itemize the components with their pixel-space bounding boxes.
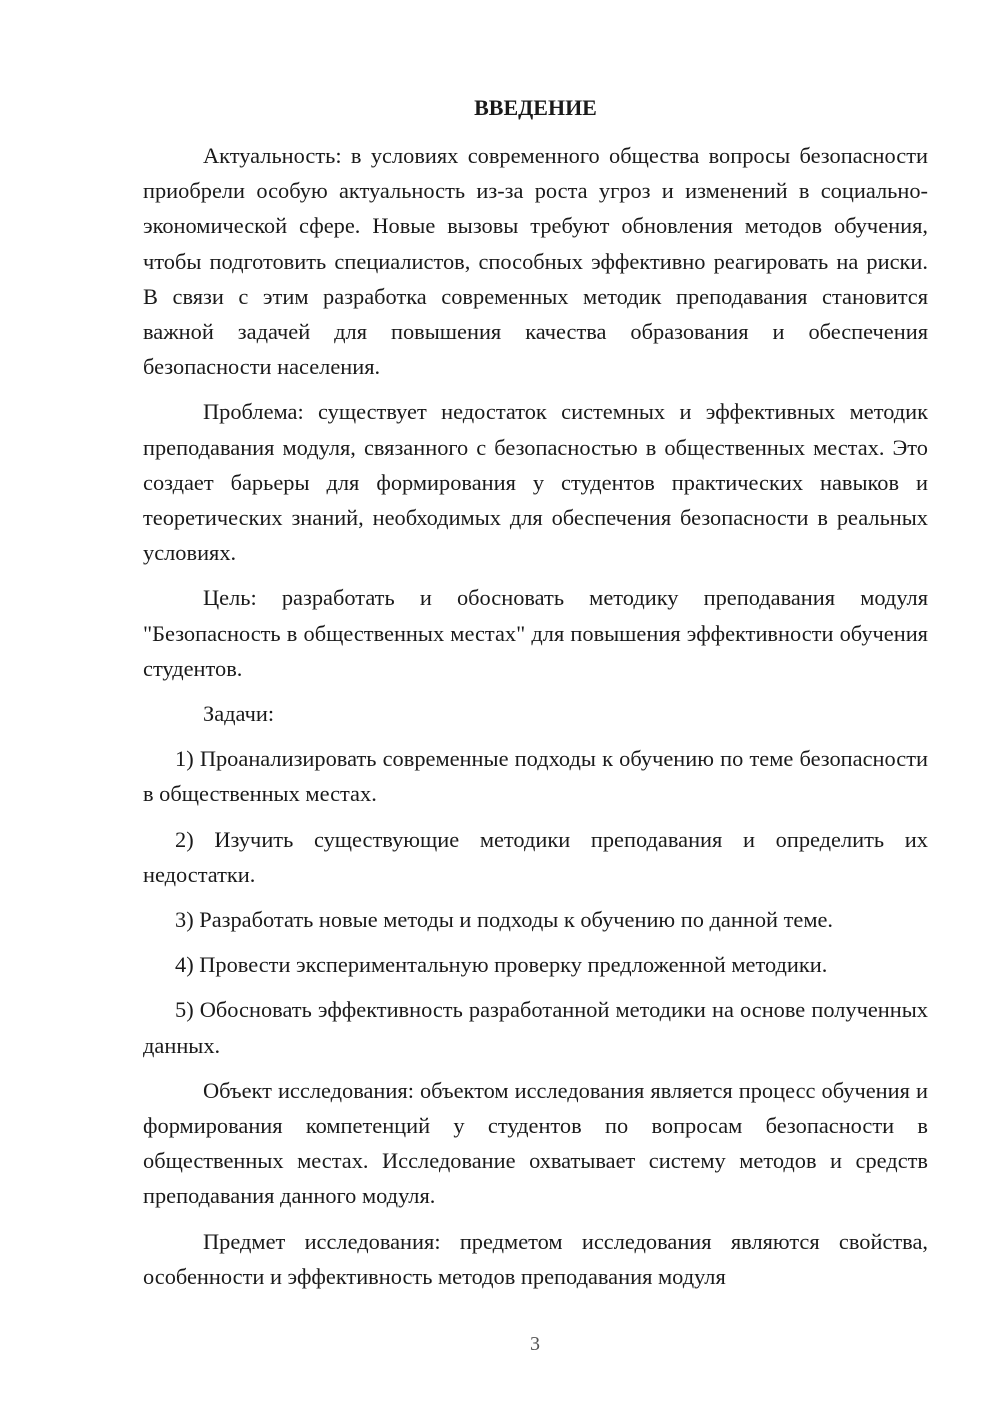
section-heading: ВВЕДЕНИЕ — [474, 95, 597, 120]
task-item-4: 4) Провести экспериментальную проверку предложенной методики. — [175, 952, 828, 978]
paragraph-relevance: Актуальность: в условиях современного общества вопросы безопасности приобрели особую актуальность из-за роста угроз и изменений в социально-экономической сфере. Новые вызовы требуют обновления методов обучения, чтобы подготовить специалистов, способных эффективно реагировать на риски. В связи с этим разработка современных методик преподавания становится важной задачей для повышения качества образования и обеспечения безопасности населения. — [143, 143, 928, 380]
task-item-3: 3) Разработать новые методы и подходы к обучению по данной теме. — [175, 907, 834, 933]
task-item-2: 2) Изучить существующие методики преподавания и определить их недостатки. — [143, 826, 928, 887]
task-list — [143, 741, 928, 1063]
task-item-5: 5) Обосновать эффективность разработанной методики на основе полученных данных. — [143, 997, 928, 1058]
paragraph-object: Объект исследования: объектом исследования является процесс обучения и формирования компетенций у студентов по вопросам безопасности в общественных местах. Исследование охватывает систему методов и средств преподавания данного модуля. — [143, 1077, 928, 1209]
paragraph-problem: Проблема: существует недостаток системных и эффективных методик преподавания модуля, связанного с безопасностью в общественных местах. Это создает барьеры для формирования у студентов практических навыков и теоретических знаний, необходимых для обеспечения безопасности в реальных условиях. — [143, 399, 928, 566]
paragraph-subject: Предмет исследования: предметом исследования являются свойства, особенности и эффективность методов преподавания модуля — [143, 1228, 928, 1289]
tasks-label: Задачи: — [203, 701, 275, 727]
task-item-1: 1) Проанализировать современные подходы к обучению по теме безопасности в общественных местах. — [143, 746, 928, 807]
paragraph-goal: Цель: разработать и обосновать методику преподавания модуля "Безопасность в общественных местах" для повышения эффективности обучения студентов. — [143, 585, 928, 681]
document-page — [143, 88, 928, 1304]
page-number: 3 — [530, 1333, 540, 1355]
